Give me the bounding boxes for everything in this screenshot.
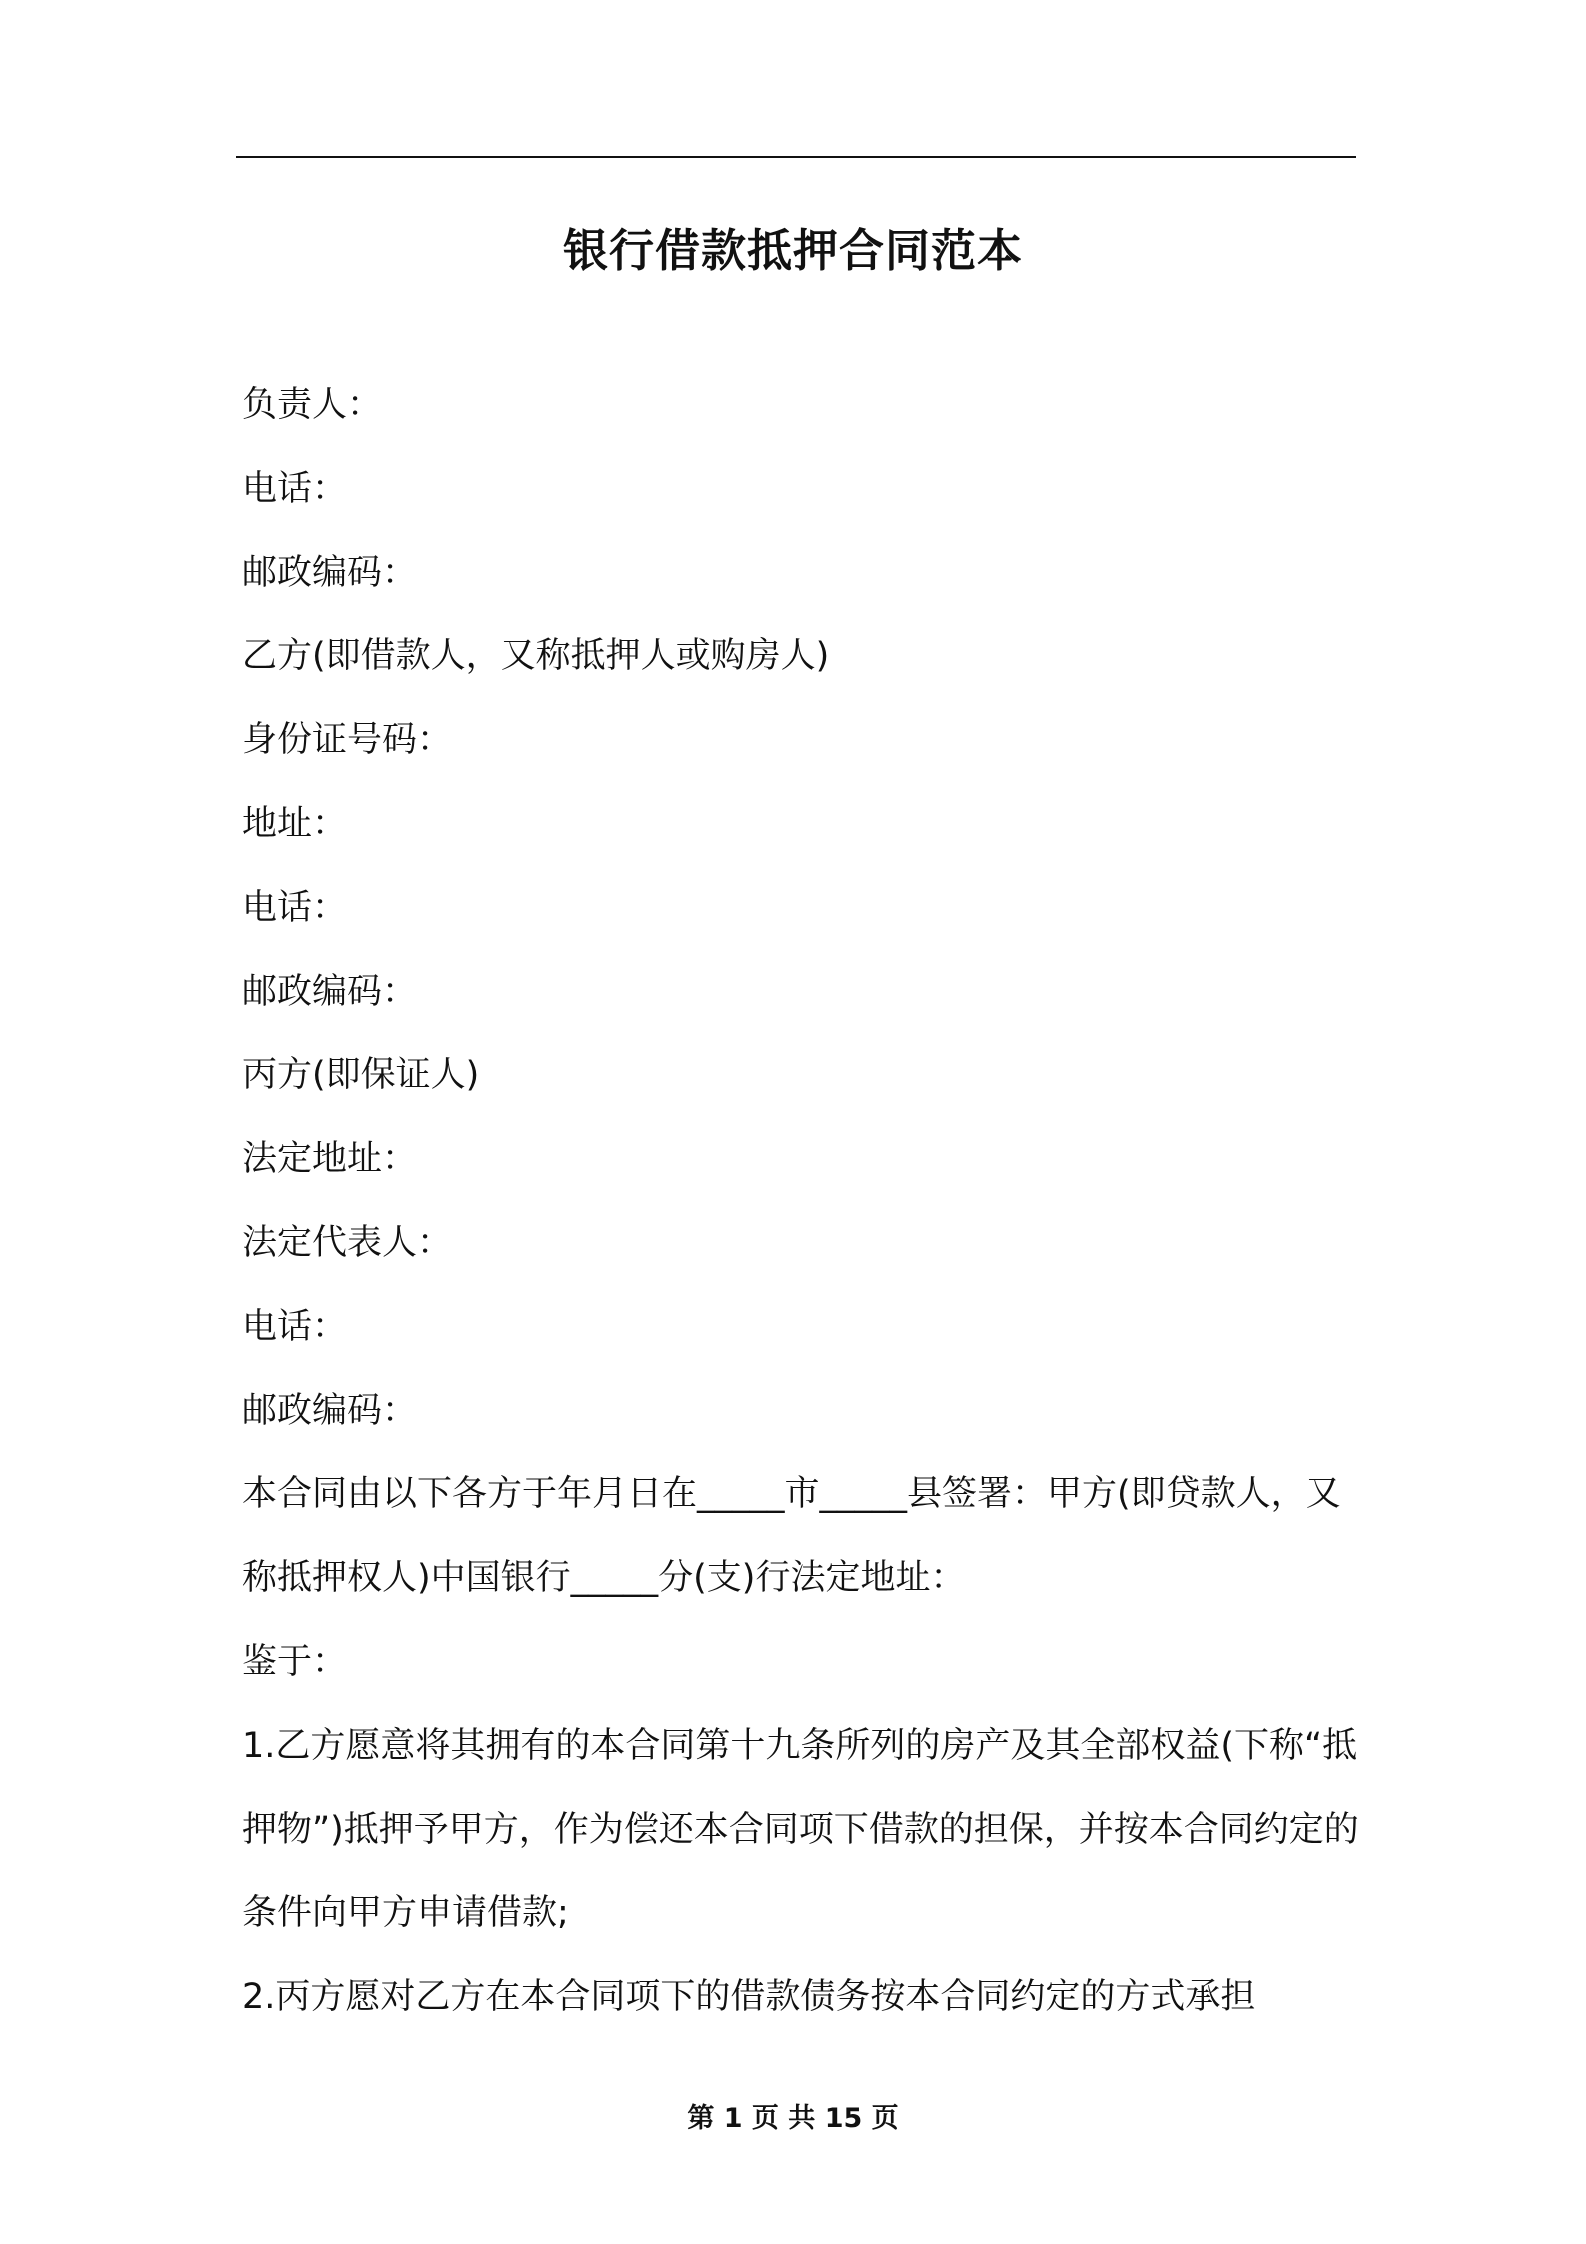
body-paragraph: 1.乙方愿意将其拥有的本合同第十九条所列的房产及其全部权益(下称“抵押物”)抵押予甲方，作为偿还本合同项下借款的担保，并按本合同约定的条件向甲方申请借款; bbox=[242, 1725, 1359, 1934]
page-footer: 第 1 页 共 15 页 bbox=[687, 2103, 899, 2134]
field-line: 邮政编码： bbox=[242, 552, 418, 593]
field-line: 电话： bbox=[242, 887, 348, 928]
body-paragraph: 2.丙方愿对乙方在本合同项下的借款债务按本合同约定的方式承担 bbox=[242, 1977, 1256, 2018]
field-line: 身份证号码： bbox=[242, 720, 453, 761]
field-line: 丙方(即保证人) bbox=[242, 1055, 480, 1096]
document-title: 银行借款抵押合同范本 bbox=[562, 224, 1023, 277]
field-line: 法定代表人： bbox=[242, 1222, 453, 1263]
field-line: 电话： bbox=[242, 468, 348, 509]
field-line: 邮政编码： bbox=[242, 971, 418, 1012]
document-body bbox=[242, 364, 1374, 2040]
body-paragraph: 鉴于： bbox=[242, 1641, 348, 1682]
header-rule bbox=[236, 156, 1356, 158]
field-line: 法定地址： bbox=[242, 1139, 418, 1180]
field-line: 乙方(即借款人，又称抵押人或购房人) bbox=[242, 636, 830, 677]
field-line: 邮政编码： bbox=[242, 1390, 418, 1431]
body-paragraph: 本合同由以下各方于年月日在_____市_____县签署：甲方(即贷款人，又称抵押权人)中国银行_____分(支)行法定地址： bbox=[242, 1474, 1341, 1599]
field-line: 地址： bbox=[242, 803, 348, 844]
field-line: 负责人： bbox=[242, 385, 383, 425]
field-line: 电话： bbox=[242, 1306, 348, 1347]
